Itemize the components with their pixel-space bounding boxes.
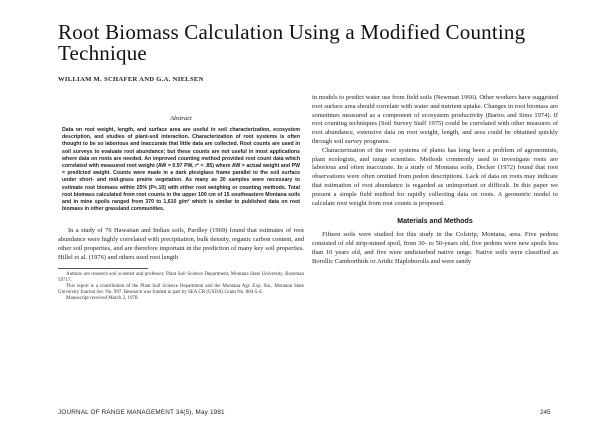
- body-paragraph-2: Characterization of the root systems of plants has long been a problem of agronomists, plant ecologists, and range scientists. Methods commonly used to investigate roots are laborious and often inaccurate. In a study of Montana soils, Decker (1972) found that root observations were often omitted from pedon descriptions. Lack of data on roots may indicate that estimation of root abundance is regarded as unimportant or difficult. In this paper we present a simple field method for rapidly collecting data on roots. A geometric model to calculate root weight from root counts is proposed.: [312, 146, 558, 207]
- footnote-received: Manuscript received March 2, 1978.: [66, 296, 139, 301]
- footnotes: [58, 272, 304, 302]
- paper-title: Root Biomass Calculation Using a Modified Counting Technique: [58, 20, 526, 65]
- footnote-divider: [58, 268, 148, 269]
- abstract-text: Data on root weight, length, and surface area are useful in soil characterization, ecosystem description, and studies of plant-soil interaction. Characterization of root systems is often thought to be so laborious and inaccurate that little data are collected. Root counts are used in soil surveys to evaluate root abundance; but these counts are not useful in most applications where data on roots are needed. An improved counting method provided root count data which correlated with measured root weight (AW = 0.97 PW, r² = .85) where AW = actual weight and PW = predicted weight. Counts were made in a dark plexiglass frame parallel to the soil surface under short- and mid-grass prairie vegetation. As many as 30 samples were necessary to estimate root biomass within 25% (P<.10) with either root weighing or counting methods. Total root biomass calculated from root counts in the upper 100 cm of 15 southeastern Montana soils and in mine spoils ranged from 370 to 1,610 g/m² which is similar to published data on root biomass in other grassland communities.: [62, 127, 300, 213]
- right-column: [312, 94, 558, 267]
- section-heading-methods: Materials and Methods: [397, 218, 473, 226]
- body-paragraph-1: in models to predict water use from field soils (Newman 1966). Other workers have suggested root surface area should correlate with water and nutrient uptake. Changes in root biomass are sometimes measured as a component of ecosystem productivity (Bartos and Sims 1974). If root counting techniques (Soil Survey Staff 1975) could be correlated with other measures of root abundance, extensive data on root weight, length, and area could be obtained quickly through soil survey programs.: [312, 94, 558, 145]
- left-column: [58, 115, 304, 302]
- footnote-authors: Authors are research soil scientist and professor, Plant Soil Science Department, Montana State University, Bozeman 59717.: [58, 271, 304, 283]
- abstract-heading: Abstract: [170, 115, 192, 122]
- intro-paragraph: In a study of 76 Hawaiian and Indian soils, Pardley (1969) found that estimates of root abundance were highly correlated with precipitation, bulk density, organic carbon content, and other soil properties, and are therefore important in the prediction of many key soil properties. Hillel et al. (1976) and others used root length: [58, 227, 304, 261]
- body-paragraph-3: Fifteen soils were studied for this study in the Colstrip, Montana, area. Five pedons consisted of old strip-mined spoil, from 30- to 50-years old, five pedons were new spoils less than 10 years old, and five were undisturbed native range. Native soils were classified as Borollic Camborthids or Aridic Haploborolls and were sandy: [312, 231, 558, 265]
- journal-footer: JOURNAL OF RANGE MANAGEMENT 34(5), May 1981: [58, 409, 225, 416]
- author-line: WILLIAM M. SCHAFER AND G.A. NIELSEN: [58, 76, 204, 83]
- page-number: 245: [540, 409, 551, 416]
- footnote-contribution: This report is a contribution of the Plant Soil Science Department and the Montana Agr. Exp. Sta., Montana State University Journal Ser. No. 997. Research was funded in part by SEA CR (USDA) Grant No. 804-5-4.: [58, 283, 304, 295]
